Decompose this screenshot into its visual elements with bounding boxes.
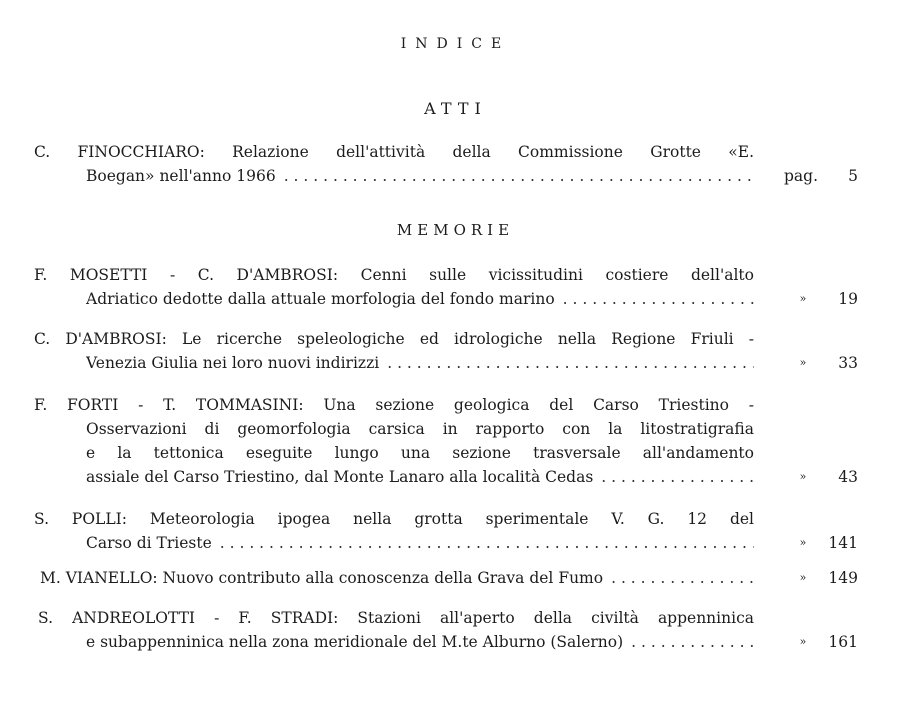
dot-leader (611, 566, 754, 590)
page-number: 149 (828, 569, 858, 587)
toc-entry-line: F. MOSETTI - C. D'AMBROSI: Cenni sulle vicissitudini costiere dell'alto (34, 266, 754, 284)
toc-entry-andreolotti (34, 606, 858, 654)
page-number: 43 (838, 468, 858, 486)
toc-entry-line: S. POLLI: Meteorologia ipogea nella grotta sperimentale V. G. 12 del (34, 510, 754, 528)
toc-entry-line-last (86, 531, 754, 555)
toc-entry-line: Venezia Giulia nei loro nuovi indirizzi (86, 354, 380, 372)
page-number: 5 (848, 167, 858, 185)
section-title-memorie: MEMORIE (396, 221, 515, 239)
toc-entry-line-last (86, 287, 754, 311)
dot-leader (387, 351, 754, 375)
toc-entry-line: C. FINOCCHIARO: Relazione dell'attività della Commissione Grotte «E. (34, 143, 754, 161)
page-number: 33 (838, 354, 858, 372)
ditto-mark: » (799, 470, 807, 483)
toc-entry-vianello (34, 566, 858, 590)
dot-leader (563, 287, 754, 311)
toc-entry-line: e la tettonica eseguite lungo una sezione trasversale all'andamento (86, 444, 754, 462)
toc-entry-line-last (40, 566, 754, 590)
toc-entry-finocchiaro (34, 140, 858, 188)
section-title-atti: ATTI (424, 99, 487, 118)
dot-leader (284, 164, 754, 188)
page-number: 19 (838, 290, 858, 308)
toc-entry-line: S. ANDREOLOTTI - F. STRADI: Stazioni all'aperto della civiltà appenninica (38, 609, 754, 627)
ditto-mark: » (799, 356, 807, 369)
toc-entry-line: assiale del Carso Triestino, dal Monte Lanaro alla località Cedas (86, 468, 594, 486)
toc-entry-polli (34, 507, 858, 555)
toc-entry-line: e subappenninica nella zona meridionale del M.te Alburno (Salerno) (86, 633, 624, 651)
toc-entry-line-last (86, 465, 754, 489)
toc-entry-line: M. VIANELLO: Nuovo contributo alla conoscenza della Grava del Fumo (40, 569, 604, 587)
ditto-mark: » (799, 635, 807, 648)
toc-entry-line: Boegan» nell'anno 1966 (86, 167, 276, 185)
page-number: 161 (828, 633, 858, 651)
toc-entry-forti (34, 393, 858, 489)
toc-entry-line-last (86, 351, 754, 375)
ditto-mark: » (799, 536, 807, 549)
toc-entry-line-last (86, 630, 754, 654)
page-number: 141 (828, 534, 858, 552)
toc-entry-line: Osservazioni di geomorfologia carsica in rapporto con la litostratigrafia (86, 420, 754, 438)
dot-leader (631, 630, 754, 654)
toc-entry-mosetti (34, 263, 858, 311)
toc-entry-line: C. D'AMBROSI: Le ricerche speleologiche ed idrologiche nella Regione Friuli - (34, 330, 754, 348)
dot-leader (601, 465, 754, 489)
ditto-mark: » (799, 571, 807, 584)
toc-entry-line: F. FORTI - T. TOMMASINI: Una sezione geologica del Carso Triestino - (34, 396, 754, 414)
page-label: pag. (784, 167, 819, 185)
dot-leader (220, 531, 754, 555)
index-title: INDICE (400, 36, 511, 52)
ditto-mark: » (799, 292, 807, 305)
toc-entry-line: Adriatico dedotte dalla attuale morfologia del fondo marino (86, 290, 555, 308)
toc-entry-line: Carso di Trieste (86, 534, 212, 552)
toc-entry-dambrosi (34, 327, 858, 375)
toc-entry-line-last (86, 164, 754, 188)
